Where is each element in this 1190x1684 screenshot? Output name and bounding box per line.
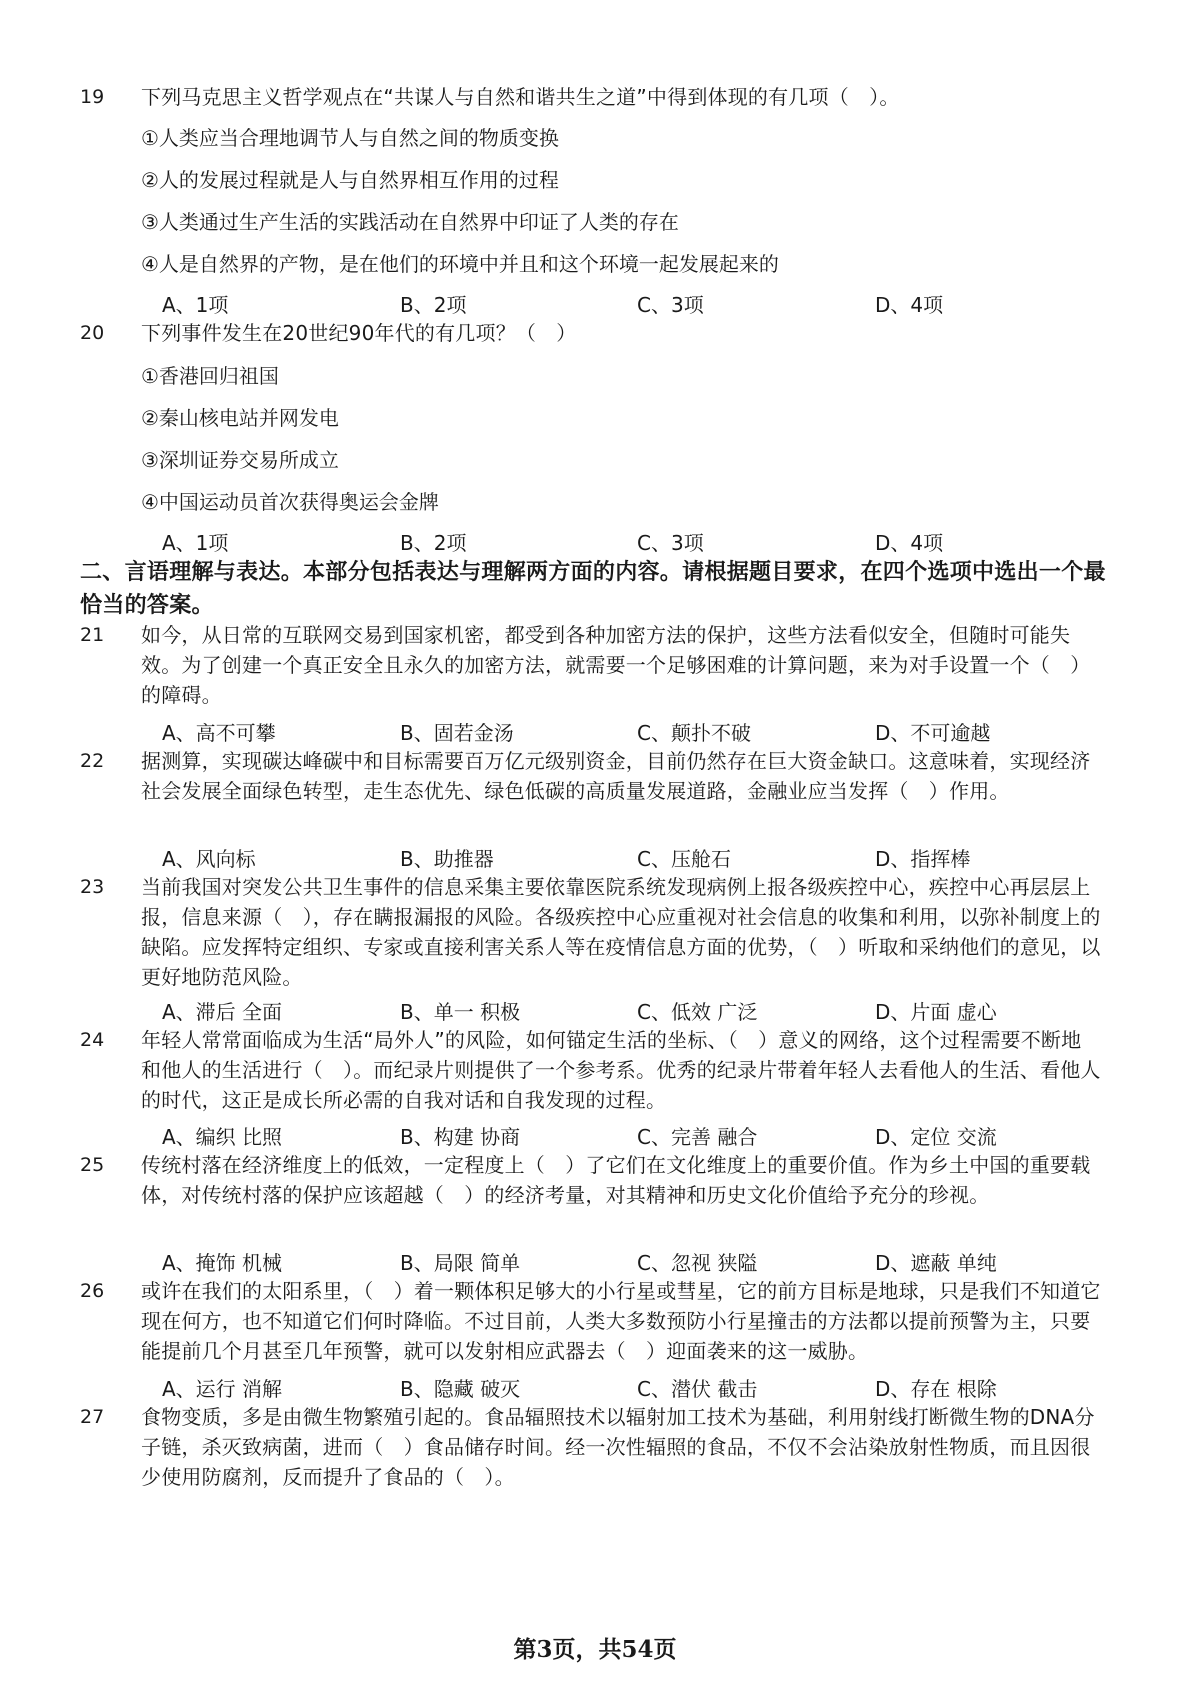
answer-options — [0, 290, 1190, 320]
question-number: 24 — [80, 1029, 105, 1051]
question-number: 19 — [80, 86, 105, 108]
question-number: 25 — [80, 1154, 105, 1176]
statement-item: ④中国运动员首次获得奥运会金牌 — [141, 490, 439, 514]
question-stem: 年轻人常常面临成为生活“局外人”的风险，如何锚定生活的坐标、（ ）意义的网络，这个过程需要不断地和他人的生活进行（ ）。而纪录片则提供了一个参考系。优秀的纪录片带着年轻人去看他人的生活、看他人的时代，这正是成长所必需的自我对话和自我发现的过程。 — [141, 1028, 1101, 1112]
answer-options — [0, 528, 1190, 558]
question-stem: 传统村落在经济维度上的低效，一定程度上（ ）了它们在文化维度上的重要价值。作为乡土中国的重要载体，对传统村落的保护应该超越（ ）的经济考量，对其精神和历史文化价值给予充分的珍视。 — [141, 1153, 1091, 1207]
statement-item: ①人类应当合理地调节人与自然之间的物质变换 — [141, 126, 559, 150]
option-d: D、指挥棒 — [875, 847, 971, 871]
question-number: 27 — [80, 1406, 105, 1428]
question-stem: 食物变质，多是由微生物繁殖引起的。食品辐照技术以辐射加工技术为基础，利用射线打断微生物的DNA分子链，杀灭致病菌，进而（ ）食品储存时间。经一次性辐照的食品，不仅不会沾染放射性物质，而且因很少使用防腐剂，反而提升了食品的（ ）。 — [141, 1405, 1095, 1489]
statement-item: ③人类通过生产生活的实践活动在自然界中印证了人类的存在 — [141, 210, 679, 234]
question-number: 23 — [80, 876, 105, 898]
option-a: A、滞后 全面 — [162, 1000, 283, 1024]
option-b: B、固若金汤 — [400, 721, 514, 745]
option-d: D、遮蔽 单纯 — [875, 1251, 997, 1275]
statement-item: ①香港回归祖国 — [141, 364, 279, 388]
question-stem: 下列马克思主义哲学观点在“共谋人与自然和谐共生之道”中得到体现的有几项（ ）。 — [141, 85, 900, 109]
statement-item: ②秦山核电站并网发电 — [141, 406, 339, 430]
question-number: 20 — [80, 322, 105, 344]
option-a: A、1项 — [162, 293, 229, 317]
statement-item: ③深圳证券交易所成立 — [141, 448, 339, 472]
option-b: B、局限 简单 — [400, 1251, 521, 1275]
option-c: C、低效 广泛 — [637, 1000, 758, 1024]
statement-item: ④人是自然界的产物，是在他们的环境中并且和这个环境一起发展起来的 — [141, 252, 779, 276]
option-d: D、存在 根除 — [875, 1377, 997, 1401]
option-d: D、定位 交流 — [875, 1125, 997, 1149]
question-stem: 当前我国对突发公共卫生事件的信息采集主要依靠医院系统发现病例上报各级疾控中心，疾控中心再层层上报，信息来源（ ），存在瞒报漏报的风险。各级疾控中心应重视对社会信息的收集和利用，以弥补制度上的缺陷。应发挥特定组织、专家或直接利害关系人等在疫情信息方面的优势，（ ）听取和采纳他们的意见，以更好地防范风险。 — [141, 875, 1101, 989]
option-a: A、掩饰 机械 — [162, 1251, 283, 1275]
option-a: A、编织 比照 — [162, 1125, 283, 1149]
option-a: A、风向标 — [162, 847, 256, 871]
option-c: C、3项 — [637, 531, 704, 555]
option-d: D、不可逾越 — [875, 721, 991, 745]
option-b: B、助推器 — [400, 847, 494, 871]
option-c: C、潜伏 截击 — [637, 1377, 758, 1401]
question-stem: 下列事件发生在20世纪90年代的有几项？（ ） — [141, 321, 577, 345]
question-stem: 如今，从日常的互联网交易到国家机密，都受到各种加密方法的保护，这些方法看似安全，但随时可能失效。为了创建一个真正安全且永久的加密方法，就需要一个足够困难的计算问题，来为对手设置一个（ ）的障碍。 — [141, 623, 1091, 707]
option-c: C、完善 融合 — [637, 1125, 758, 1149]
option-c: C、忽视 狭隘 — [637, 1251, 758, 1275]
answer-options — [0, 1374, 1190, 1404]
statement-item: ②人的发展过程就是人与自然界相互作用的过程 — [141, 168, 559, 192]
option-b: B、构建 协商 — [400, 1125, 521, 1149]
option-d: D、4项 — [875, 531, 944, 555]
question-stem: 据测算，实现碳达峰碳中和目标需要百万亿元级别资金，目前仍然存在巨大资金缺口。这意味着，实现经济社会发展全面绿色转型，走生态优先、绿色低碳的高质量发展道路，金融业应当发挥（ ）作用。 — [141, 749, 1091, 803]
question-number: 21 — [80, 624, 105, 646]
option-d: D、4项 — [875, 293, 944, 317]
question-number: 26 — [80, 1280, 105, 1302]
section-heading: 二、言语理解与表达。本部分包括表达与理解两方面的内容。请根据题目要求，在四个选项中选出一个最恰当的答案。 — [80, 560, 1106, 618]
option-c: C、颠扑不破 — [637, 721, 751, 745]
option-b: B、2项 — [400, 293, 467, 317]
option-b: B、隐藏 破灭 — [400, 1377, 521, 1401]
answer-options — [0, 997, 1190, 1027]
option-d: D、片面 虚心 — [875, 1000, 997, 1024]
answer-options — [0, 1122, 1190, 1152]
question-stem: 或许在我们的太阳系里，（ ）着一颗体积足够大的小行星或彗星，它的前方目标是地球，只是我们不知道它现在何方，也不知道它们何时降临。不过目前，人类大多数预防小行星撞击的方法都以提前预警为主，只要能提前几个月甚至几年预警，就可以发射相应武器去（ ）迎面袭来的这一威胁。 — [141, 1279, 1101, 1363]
option-b: B、单一 积极 — [400, 1000, 521, 1024]
option-a: A、运行 消解 — [162, 1377, 283, 1401]
option-a: A、高不可攀 — [162, 721, 276, 745]
answer-options — [0, 718, 1190, 748]
answer-options — [0, 844, 1190, 874]
option-b: B、2项 — [400, 531, 467, 555]
question-number: 22 — [80, 750, 105, 772]
page-footer: 第3页，共54页 — [513, 1636, 677, 1663]
option-c: C、压舱石 — [637, 847, 731, 871]
option-c: C、3项 — [637, 293, 704, 317]
option-a: A、1项 — [162, 531, 229, 555]
answer-options — [0, 1248, 1190, 1278]
